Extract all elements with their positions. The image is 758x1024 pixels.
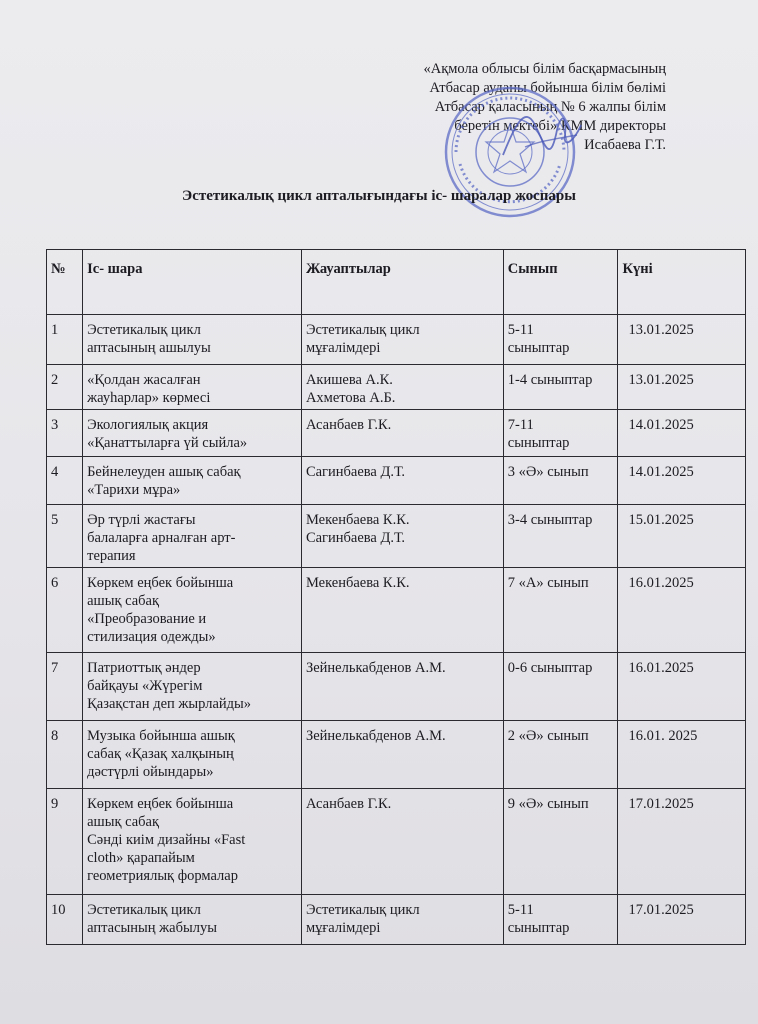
cell-event: Эстетикалық цикл аптасының ашылуы: [83, 315, 302, 365]
cell-date: 16.01.2025: [618, 568, 746, 653]
cell-responsible: Сагинбаева Д.Т.: [301, 457, 503, 505]
header-event: Іс- шара: [83, 250, 302, 315]
cell-responsible: Асанбаев Г.К.: [301, 789, 503, 895]
cell-responsible: Эстетикалық цикл мұғалімдері: [301, 895, 503, 945]
table-row: [47, 721, 746, 789]
cell-event: Көркем еңбек бойынша ашық сабақ «Преобразование и стилизация одежды»: [83, 568, 302, 653]
table-row: [47, 457, 746, 505]
table-row: [47, 789, 746, 895]
document-title: Эстетикалық цикл апталығындағы іс- шаралар жоспары: [182, 188, 576, 204]
header-class: Сынып: [503, 250, 618, 315]
approval-line: Атбасар қаласының № 6 жалпы білім: [434, 99, 666, 115]
approval-line: беретін мектебі» КММ директоры: [454, 118, 666, 134]
cell-responsible: Мекенбаева К.К. Сагинбаева Д.Т.: [301, 505, 503, 568]
cell-number: 4: [47, 457, 83, 505]
cell-number: 9: [47, 789, 83, 895]
cell-class: 3 «Ә» сынып: [503, 457, 618, 505]
cell-date: 14.01.2025: [618, 410, 746, 457]
cell-responsible: Зейнелькабденов А.М.: [301, 721, 503, 789]
cell-date: 13.01.2025: [618, 365, 746, 410]
cell-event: Әр түрлі жастағы балаларға арналған арт- терапия: [83, 505, 302, 568]
events-table: [46, 249, 746, 945]
cell-class: 5-11 сыныптар: [503, 895, 618, 945]
header-responsible: Жауаптылар: [301, 250, 503, 315]
cell-number: 10: [47, 895, 83, 945]
table-header-row: [47, 250, 746, 315]
cell-date: 15.01.2025: [618, 505, 746, 568]
cell-event: «Қолдан жасалған жауһарлар» көрмесі: [83, 365, 302, 410]
table-row: [47, 568, 746, 653]
cell-responsible: Зейнелькабденов А.М.: [301, 653, 503, 721]
cell-event: Экологиялық акция «Қанаттыларға үй сыйла»: [83, 410, 302, 457]
cell-number: 1: [47, 315, 83, 365]
cell-date: 13.01.2025: [618, 315, 746, 365]
cell-class: 7-11 сыныптар: [503, 410, 618, 457]
cell-responsible: Мекенбаева К.К.: [301, 568, 503, 653]
cell-event: Бейнелеуден ашық сабақ «Тарихи мұра»: [83, 457, 302, 505]
signature-icon: [495, 95, 585, 175]
cell-event: Музыка бойынша ашық сабақ «Қазақ халқының дәстүрлі ойындары»: [83, 721, 302, 789]
cell-class: 0-6 сыныптар: [503, 653, 618, 721]
cell-event: Патриоттық әндер байқауы «Жүрегім Қазақстан деп жырлайды»: [83, 653, 302, 721]
cell-class: 1-4 сыныптар: [503, 365, 618, 410]
table-row: [47, 365, 746, 410]
cell-class: 2 «Ә» сынып: [503, 721, 618, 789]
cell-class: 3-4 сыныптар: [503, 505, 618, 568]
cell-event: Көркем еңбек бойынша ашық сабақ Сәнді киім дизайны «Fast cloth» қарапайым геометриялық формалар: [83, 789, 302, 895]
table-row: [47, 895, 746, 945]
table-row: [47, 410, 746, 457]
cell-date: 17.01.2025: [618, 789, 746, 895]
table-row: [47, 653, 746, 721]
cell-class: 9 «Ә» сынып: [503, 789, 618, 895]
cell-number: 3: [47, 410, 83, 457]
cell-date: 16.01.2025: [618, 653, 746, 721]
approval-signer: Исабаева Г.Т.: [584, 137, 666, 153]
table-row: [47, 315, 746, 365]
cell-number: 6: [47, 568, 83, 653]
cell-responsible: Асанбаев Г.К.: [301, 410, 503, 457]
cell-class: 5-11 сыныптар: [503, 315, 618, 365]
header-date: Күні: [618, 250, 746, 315]
table-row: [47, 505, 746, 568]
cell-number: 2: [47, 365, 83, 410]
cell-responsible: Акишева А.К. Ахметова А.Б.: [301, 365, 503, 410]
cell-event: Эстетикалық цикл аптасының жабылуы: [83, 895, 302, 945]
cell-class: 7 «А» сынып: [503, 568, 618, 653]
approval-line: «Ақмола облысы білім басқармасының: [423, 61, 666, 77]
cell-number: 8: [47, 721, 83, 789]
cell-responsible: Эстетикалық цикл мұғалімдері: [301, 315, 503, 365]
header-number: №: [47, 250, 83, 315]
cell-number: 5: [47, 505, 83, 568]
approval-line: Атбасар ауданы бойынша білім бөлімі: [429, 80, 666, 96]
cell-number: 7: [47, 653, 83, 721]
cell-date: 14.01.2025: [618, 457, 746, 505]
cell-date: 16.01. 2025: [618, 721, 746, 789]
cell-date: 17.01.2025: [618, 895, 746, 945]
